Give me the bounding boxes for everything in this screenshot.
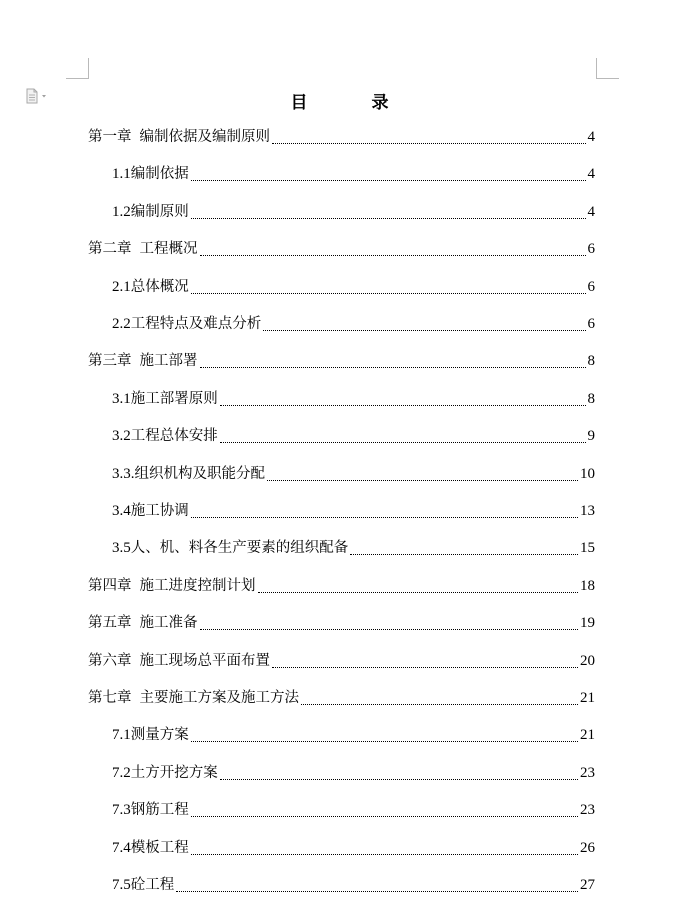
toc-entry-text: 施工部署 (139, 353, 198, 369)
toc-entry-label (112, 315, 261, 333)
toc-entry-label (88, 240, 198, 258)
toc-section-entry[interactable] (112, 386, 595, 408)
toc-page-number: 21 (580, 727, 595, 743)
toc-entry-text: 施工准备 (139, 615, 198, 631)
toc-section-entry[interactable] (112, 760, 595, 782)
toc-entry-text: 总体概况 (130, 279, 189, 295)
toc-entry-text: 砼工程 (130, 877, 175, 893)
toc-entry-number: 第一章 (88, 129, 132, 145)
toc-entry-label (112, 278, 189, 296)
toc-entry-text: 编制依据 (130, 166, 189, 182)
toc-entry-label (88, 614, 198, 632)
toc-entry-text: 工程概况 (139, 241, 198, 257)
toc-entry-label (88, 128, 270, 146)
toc-dot-leader (267, 466, 578, 481)
toc-dot-leader (191, 802, 578, 817)
toc-entry-label (112, 427, 218, 445)
toc-entry-text: 人、机、料各生产要素的组织配备 (130, 540, 349, 556)
toc-entry-number: 7.3 (112, 802, 131, 818)
toc-entry-text: 施工现场总平面布置 (139, 653, 270, 669)
toc-page-number: 4 (587, 129, 595, 145)
toc-dot-leader (350, 540, 578, 555)
toc-page-number: 8 (587, 353, 595, 369)
page-corner-mark-top-right (596, 58, 619, 79)
toc-dot-leader (220, 391, 586, 406)
toc-entry-text: 工程特点及难点分析 (130, 316, 262, 332)
toc-entry-number: 第五章 (88, 615, 132, 631)
toc-page-number: 4 (587, 204, 595, 220)
toc-entry-text: 施工协调 (130, 503, 189, 519)
toc-page-number: 15 (580, 540, 595, 556)
toc-chapter-entry[interactable] (88, 610, 595, 632)
toc-entry-number: 第四章 (88, 578, 132, 594)
toc-dot-leader (200, 615, 579, 630)
toc-entry-text: 工程总体安排 (130, 428, 218, 444)
toc-entry-label (112, 801, 189, 819)
toc-section-entry[interactable] (112, 423, 595, 445)
toc-entry-number: 1.2 (112, 204, 131, 220)
toc-entry-label (88, 577, 256, 595)
toc-page-number: 19 (580, 615, 595, 631)
toc-entry-number: 2.2 (112, 316, 131, 332)
toc-page-number: 13 (580, 503, 595, 519)
toc-dot-leader (176, 877, 578, 892)
toc-entry-label (88, 352, 198, 370)
toc-section-entry[interactable] (112, 835, 595, 857)
toc-section-entry[interactable] (112, 498, 595, 520)
toc-entry-label (88, 689, 299, 707)
toc-page-number: 26 (580, 840, 595, 856)
toc-section-entry[interactable] (112, 872, 595, 894)
toc-section-entry[interactable] (112, 311, 595, 333)
toc-dot-leader (301, 690, 578, 705)
toc-section-entry[interactable] (112, 461, 595, 483)
toc-entry-number: 3.5 (112, 540, 131, 556)
toc-entry-number: 第二章 (88, 241, 132, 257)
toc-entry-label (112, 726, 189, 744)
toc-page-number: 10 (580, 466, 595, 482)
toc-entry-text: 测量方案 (130, 727, 189, 743)
toc-page-number: 6 (587, 241, 595, 257)
toc-entry-label (112, 839, 189, 857)
toc-section-entry[interactable] (112, 722, 595, 744)
toc-entry-text: 施工进度控制计划 (139, 578, 256, 594)
page-corner-mark-top-left (66, 58, 89, 79)
toc-entry-number: 3.2 (112, 428, 131, 444)
toc-entry-number: 3.4 (112, 503, 131, 519)
toc-dot-leader (258, 578, 579, 593)
toc-entry-number: 第三章 (88, 353, 132, 369)
toc-entry-text: 模板工程 (130, 840, 189, 856)
toc-dot-leader (191, 279, 586, 294)
toc-chapter-entry[interactable] (88, 124, 595, 146)
toc-entry-number: 1.1 (112, 166, 131, 182)
toc-dot-leader (272, 129, 586, 144)
toc-page-number: 20 (580, 653, 595, 669)
toc-entry-label (112, 203, 189, 221)
toc-entry-number: 7.5 (112, 877, 131, 893)
toc-page-number: 4 (587, 166, 595, 182)
toc-entry-label (112, 876, 174, 894)
toc-entry-number: 第七章 (88, 690, 132, 706)
toc-entry-number: 第六章 (88, 653, 132, 669)
toc-page-number: 27 (580, 877, 595, 893)
toc-entry-number: 3.1 (112, 391, 131, 407)
toc-entry-number: 3.3. (112, 466, 135, 482)
toc-chapter-entry[interactable] (88, 236, 595, 258)
toc-entry-label (112, 539, 348, 557)
toc-entry-text: 编制依据及编制原则 (139, 129, 270, 145)
toc-entry-label (112, 165, 189, 183)
toc-entry-label (112, 764, 218, 782)
toc-page-number: 21 (580, 690, 595, 706)
toc-section-entry[interactable] (112, 535, 595, 557)
toc-section-entry[interactable] (112, 797, 595, 819)
toc-chapter-entry[interactable] (88, 648, 595, 670)
toc-dot-leader (191, 503, 578, 518)
toc-entry-label (112, 465, 265, 483)
toc-entry-number: 7.2 (112, 765, 131, 781)
toc-page-number: 6 (587, 316, 595, 332)
toc-page-number: 6 (587, 279, 595, 295)
toc-entry-text: 土方开挖方案 (130, 765, 218, 781)
toc-entry-label (88, 652, 270, 670)
toc-page-number: 18 (580, 578, 595, 594)
toc-page-number: 23 (580, 802, 595, 818)
toc-dot-leader (272, 653, 578, 668)
toc-entry-text: 主要施工方案及施工方法 (139, 690, 299, 706)
toc-entry-number: 7.1 (112, 727, 131, 743)
toc-section-entry[interactable] (112, 274, 595, 296)
toc-entry-text: 施工部署原则 (130, 391, 218, 407)
toc-entry-text: 组织机构及职能分配 (134, 466, 265, 482)
toc-dot-leader (191, 727, 578, 742)
toc-page-number: 8 (587, 391, 595, 407)
toc-entry-text: 钢筋工程 (130, 802, 189, 818)
toc-page-number: 23 (580, 765, 595, 781)
toc-entry-number: 7.4 (112, 840, 131, 856)
toc-dot-leader (220, 765, 578, 780)
toc-chapter-entry[interactable] (88, 573, 595, 595)
toc-title (0, 88, 679, 113)
toc-dot-leader (191, 166, 586, 181)
toc-dot-leader (191, 840, 578, 855)
toc-dot-leader (200, 241, 586, 256)
toc-entry-label (112, 390, 218, 408)
toc-dot-leader (200, 353, 586, 368)
toc-entry-number: 2.1 (112, 279, 131, 295)
toc-title-part-1: 目 (290, 93, 308, 113)
toc-title-part-2: 录 (371, 93, 389, 113)
toc-dot-leader (191, 204, 586, 219)
toc-entry-label (112, 502, 189, 520)
toc-section-entry[interactable] (112, 199, 595, 221)
toc-page-number: 9 (587, 428, 595, 444)
toc-chapter-entry[interactable] (88, 348, 595, 370)
toc-dot-leader (220, 428, 586, 443)
toc-section-entry[interactable] (112, 161, 595, 183)
toc-entry-text: 编制原则 (130, 204, 189, 220)
toc-chapter-entry[interactable] (88, 685, 595, 707)
toc-dot-leader (263, 316, 585, 331)
